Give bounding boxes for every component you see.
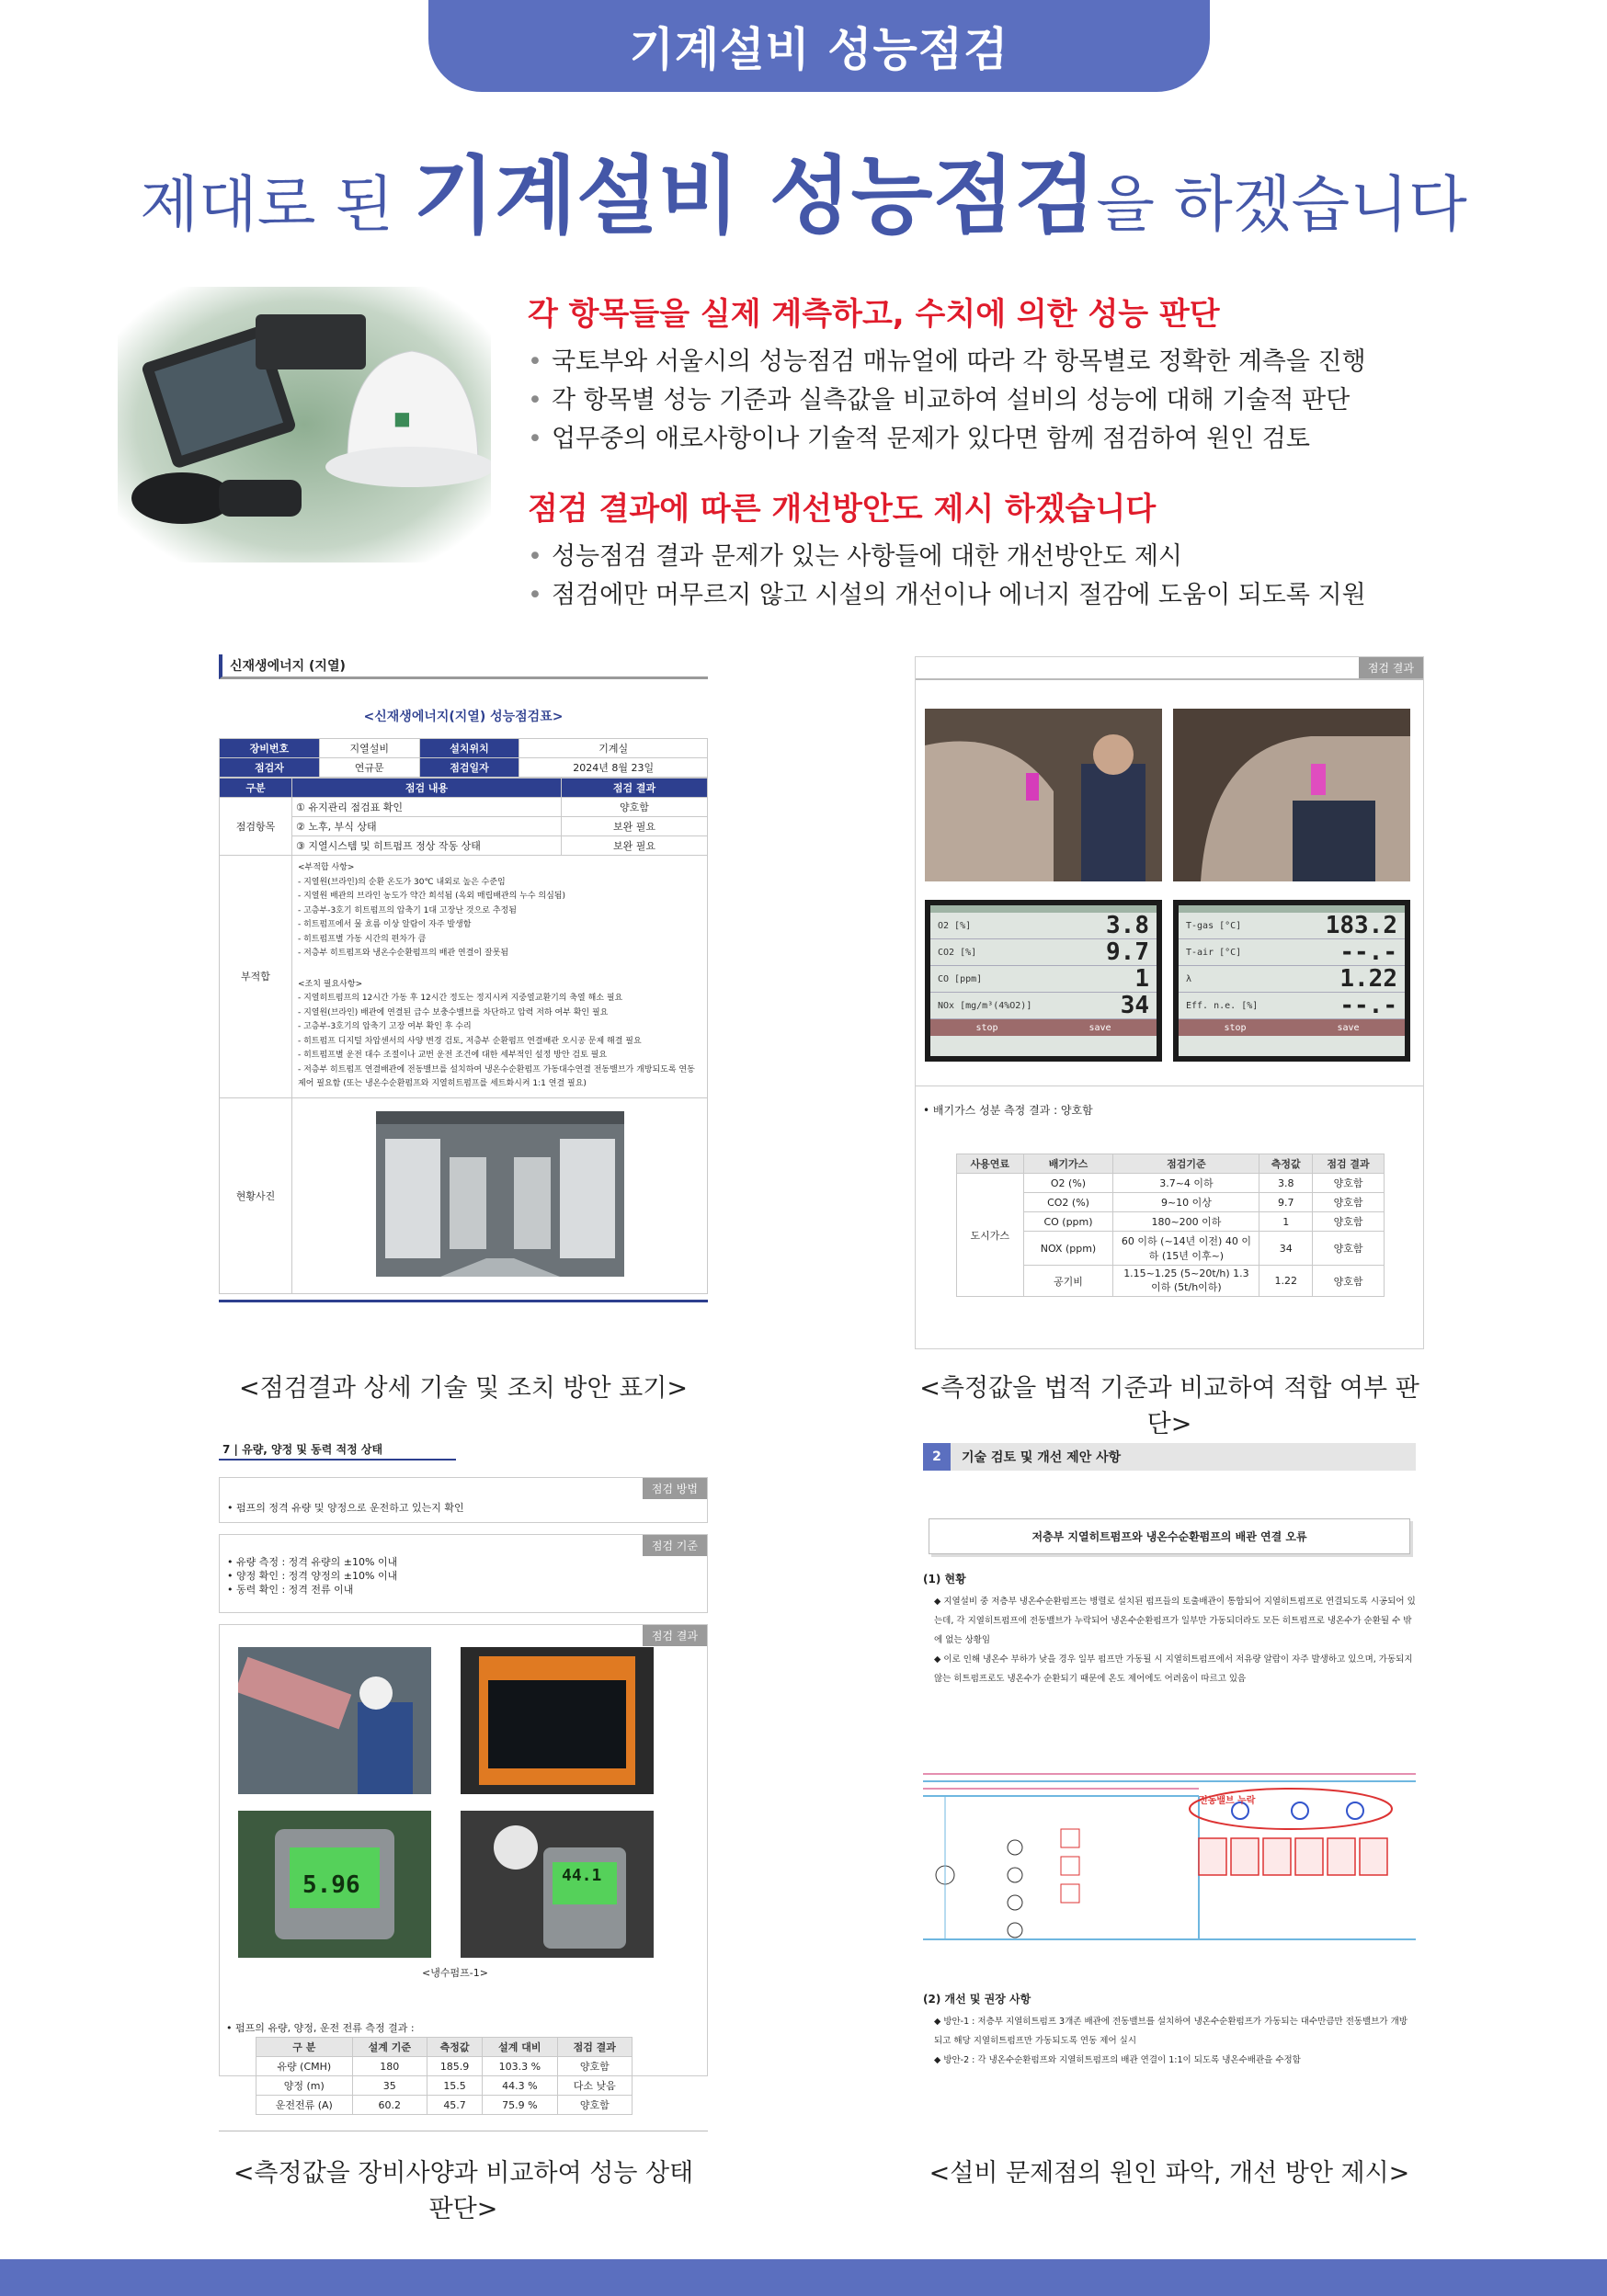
svg-text:■: ■ xyxy=(393,407,411,429)
current-heading: (1) 현황 xyxy=(923,1573,966,1586)
stop-button: stop xyxy=(975,1022,998,1033)
panel-technical-review xyxy=(923,1443,1416,2142)
pump-inspection-photo xyxy=(238,1647,431,1794)
piping-diagram xyxy=(923,1756,1416,1958)
gauge2-value: 44.1 xyxy=(562,1866,602,1885)
panel1-info-table: 장비번호 지열설비 설치위치 기계실 점검자 연규문 점검일자 2024년 8월 23일 xyxy=(219,738,708,778)
gauge1-value: 5.96 xyxy=(302,1871,360,1899)
bullet-item: • 점검에만 머무르지 않고 시설의 개선이나 에너지 절감에 도움이 되도록 지원 xyxy=(528,576,1567,615)
improve-text: ◆ 방안-1 : 저층부 지열히트펌프 3개존 배관에 전동밸브를 설치하여 냉온수순환펌프가 가동되는 대수만큼만 전동밸브가 개방되고 해당 지열히트펌프만 가동되도록 연동 제어 실시 ◆ 방안-2 : 각 냉온수순환펌프와 지열히트펌프의 배관 연결이 1:1이 되도록 냉온수배관을 수정함 xyxy=(934,2017,1408,2065)
pressure-gauge-photo-2 xyxy=(461,1811,654,1958)
panel4-section-number: 2 xyxy=(923,1443,951,1471)
stop-button: stop xyxy=(1224,1022,1247,1033)
headline-pre: 제대로 된 xyxy=(140,169,414,240)
panel2-gas-table: 사용연료 배기가스 점검기준 측정값 점검 결과 도시가스 O2 (%) 3.7~4 이하 3.8 양호함 CO2 (%) 9~10 이상 9.7 양호함 CO (ppm) 180~200 이하 1 양호함 NOX (ppm) 60 이하 (~14년 이전) 40 이하 (15년 이후~) 34 양호함 공기비 1.15~1.25 (5~20t/h) 1.3 이하 (5t/h이하) 1.22 양호함 xyxy=(956,1154,1385,1297)
panel2-caption: <측정값을 법적 기준과 비교하여 적합 여부 판단> xyxy=(919,1374,1419,1438)
bullet-item: • 국토부와 서울시의 성능점검 매뉴얼에 따라 각 항목별로 정확한 계측을 진행 xyxy=(528,343,1567,381)
pump-photo-caption: <냉수펌프-1> xyxy=(422,1967,488,1979)
page-headline xyxy=(0,129,1607,250)
panel1-sheet-title: <신재생에너지(지열) 성능점검표> xyxy=(363,710,564,724)
section1-bullets xyxy=(528,343,1567,459)
panel2-result-line: • 배기가스 성분 측정 결과 : 양호함 xyxy=(923,1104,1093,1117)
headline-post: 을 하겠습니다 xyxy=(1096,169,1467,240)
section2-title: 점검 결과에 따른 개선방안도 제시 하겠습니다 xyxy=(528,491,1157,528)
panel3-section-title: 유량, 양정 및 동력 적정 상태 xyxy=(242,1443,383,1456)
save-button: save xyxy=(1337,1022,1360,1033)
panel3-pump-table: 구 분 설계 기준 측정값 설계 대비 점검 결과 유량 (CMH) 180 185.9 103.3 % 양호함 양정 (m) 35 15.5 44.3 % 다소 낮음 운전전류 (A) 60.2 45.7 75.9 % 양호함 xyxy=(256,2037,633,2115)
panel-exhaust-gas-result xyxy=(915,656,1424,1349)
panel1-section-title: 신재생에너지 (지열) xyxy=(219,654,708,679)
duct-inspection-photo-2 xyxy=(1173,709,1410,881)
panel2-header-tab: 점검 결과 xyxy=(1359,657,1423,678)
issue-title-box: 저층부 지열히트펌프와 냉온수순환펌프의 배관 연결 오류 xyxy=(929,1518,1410,1554)
result-tab: 점검 결과 xyxy=(643,1625,707,1646)
section1-title: 각 항목들을 실제 계측하고, 수치에 의한 성능 판단 xyxy=(528,296,1220,333)
panel1-check-table: 구분 점검 내용 점검 결과 점검항목 ① 유지관리 점검표 확인 양호함 ② 노후, 부식 상태 보완 필요 ③ 지열시스템 및 히트펌프 정상 작동 상태 보완 필요 부적합 <부적합 사항> - 지열원(브라인)의 순환 온도가 30℃ 내외로 높은 수준임 - 지열원 배관의 브라인 농도가 약간 희석됨 (옥외 매립배관의 누수 의심됨) - 고층부-3호기 히트펌프의 압축기 1대 고장난 것으로 추정됨 - 히트펌프에서 물 흐름 이상 알람이 자주 발생함 - 히트펌프별 가동 시간의 편차가 큼 - 저층부 히트펌프와 냉온수순환펌프의 배관 연결이 잘못됨 <조치 필요사항> - 지열히트펌프의 12시간 가동 후 12시간 정도는 정지시켜 지중열교환기의 축열 해소 필요 - 지열원(브라인) 배관에 연결된 급수 보충수밸브를 차단하고 압력 저하 여부 확인 필요 - 고층부-3호기의 압축기 고장 여부 확인 후 수리 - 히트펌프 디지털 차압센서의 사양 변경 검토, 저층부 순환펌프 연결배관 오시공 문제 해결 필요 - 히트펌프별 운전 대수 조절이나 교번 운전 조건에 대한 세부적인 설정 방안 검토 필요 - 저층부 히트펌프 연결배관에 전동밸브를 설치하여 냉온수순환펌프 가동대수연결 전동밸브가 개방되도록 연동 제어 필요함 (또는 냉온수순환펌프와 지열히트펌프를 세트화시켜 1:1 연결 필요) 현황사진 xyxy=(219,778,708,1294)
save-button: save xyxy=(1088,1022,1111,1033)
panel3-caption: <측정값을 장비사양과 비교하여 성능 상태 판단> xyxy=(233,2159,694,2223)
panel-pump-performance: 7 | 유량, 양정 및 동력 적정 상태 점검 방법 • 펌프의 정격 유량 및 양정으로 운전하고 있는지 확인 점검 기준 • 유량 측정 : 정격 유량의 ±10% 이내 • 양정 확인 : 정격 양정의 ±10% 이내 • 동력 확인 : 정격 전류 이내 점검 결과 5.96 44.1 <냉수펌프-1> • 펌프의 유량, 양정, 운전 전류 측정 결과 : 구 분 설계 기준 측정값 설계 대비 점검 결과 유량 (CMH) 180 185.9 103.3 % 양호함 양정 (m) 35 15.5 44.3 % 다소 낮음 운전전류 (A) 60.2 45.7 75.9 % 양호함 xyxy=(219,1439,708,2132)
headline-strong: 기계설비 성능점검 xyxy=(413,147,1097,245)
panel4-caption: <설비 문제점의 원인 파악, 개선 방안 제시> xyxy=(929,2159,1410,2188)
footer-bar xyxy=(0,2259,1607,2296)
duct-inspection-photo-1 xyxy=(925,709,1162,881)
result-box xyxy=(219,1624,708,2076)
bullet-item: • 업무중의 애로사항이나 기술적 문제가 있다면 함께 점검하여 원인 검토 xyxy=(528,420,1567,459)
panel3-section-number: 7 xyxy=(222,1443,231,1456)
bullet-item: • 성능점검 결과 문제가 있는 사항들에 대한 개선방안도 제시 xyxy=(528,538,1567,576)
method-text: • 펌프의 정격 유량 및 양정으로 운전하고 있는지 확인 xyxy=(227,1502,464,1514)
method-tab: 점검 방법 xyxy=(643,1478,707,1499)
current-text: ◆ 지열설비 중 저층부 냉온수순환펌프는 병렬로 설치된 펌프들의 토출배관이 통합되어 지열히트펌프로 연결되도록 시공되어 있는데, 각 지열히트펌프에 전동밸브가 누락되어 냉온수순환펌프가 일부만 가동되더라도 모든 히트펌프로 냉온수가 순환될 수 밖에 없는 상황임 ◆ 이로 인해 냉온수 부하가 낮을 경우 일부 펌프만 가동될 시 지열히트펌프에서 저유량 알람이 자주 발생하고 있으며, 가동되지 않는 히트펌프로도 냉온수가 순환되기 때문에 온도 제어에도 어려움이 따르고 있음 xyxy=(934,1597,1416,1684)
improve-heading: (2) 개선 및 권장 사항 xyxy=(923,1993,1031,2006)
criteria-list: • 유량 측정 : 정격 유량의 ±10% 이내 • 양정 확인 : 정격 양정의 ±10% 이내 • 동력 확인 : 정격 전류 이내 xyxy=(227,1556,398,1596)
criteria-tab: 점검 기준 xyxy=(643,1535,707,1556)
panel3-result-line: • 펌프의 유량, 양정, 운전 전류 측정 결과 : xyxy=(226,2022,415,2034)
analyzer-screen-2: T-gas [°C] 183.2 T-air [°C] --.- λ 1.22 Eff. n.e. [%] --.- stop save xyxy=(1173,900,1410,1062)
machine-room-photo xyxy=(376,1111,624,1277)
panel4-section-title: 기술 검토 및 개선 제안 사항 xyxy=(962,1450,1122,1465)
panel1-caption: <점검결과 상세 기술 및 조치 방안 표기> xyxy=(239,1374,688,1403)
equipment-helmet-photo xyxy=(118,287,491,563)
section2-bullets xyxy=(528,538,1567,615)
panel-inspection-sheet xyxy=(219,654,708,1349)
diagram-missing-valve-note: 전동밸브 누락 xyxy=(1199,1796,1256,1806)
analyzer-screen-1: O2 [%] 3.8 CO2 [%] 9.7 CO [ppm] 1 NOx [mg/m³(4%O2)] 34 stop save xyxy=(925,900,1162,1062)
bullet-item: • 각 항목별 성능 기준과 실측값을 비교하여 설비의 성능에 대해 기술적 판단 xyxy=(528,381,1567,420)
page-category-tab: 기계설비 성능점검 xyxy=(428,0,1210,92)
flowmeter-display-photo xyxy=(461,1647,654,1794)
